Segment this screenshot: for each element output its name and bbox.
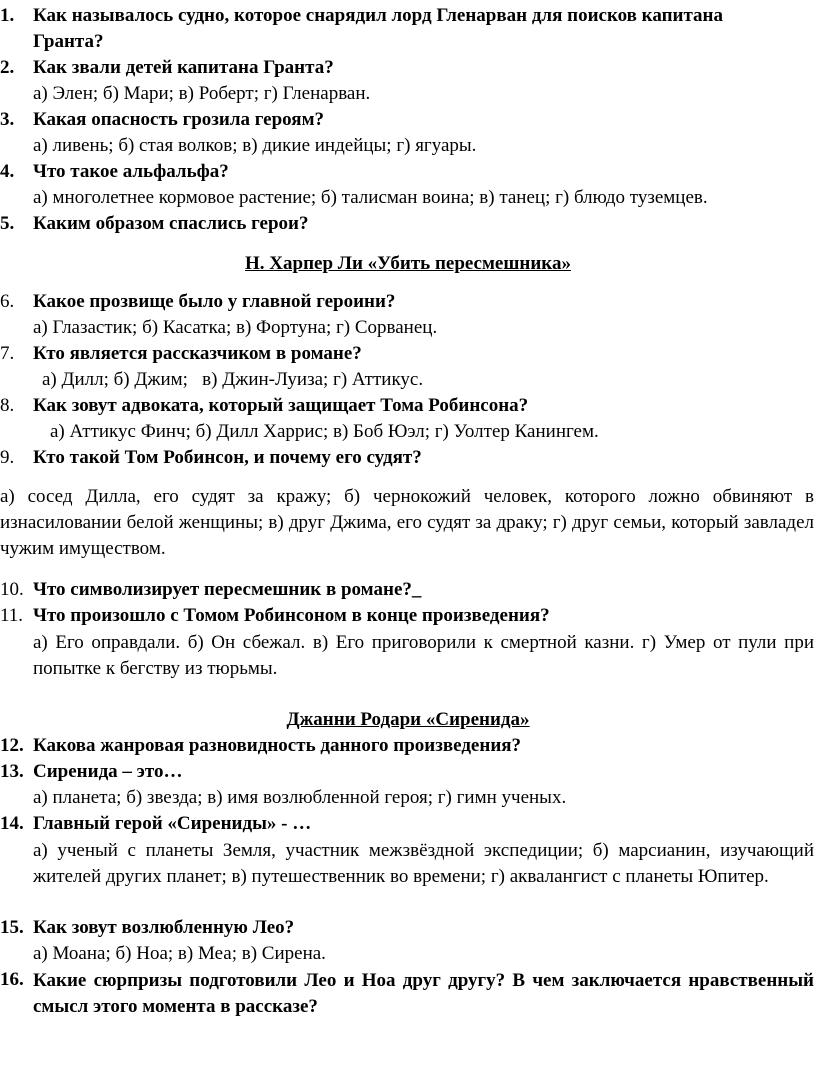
answer-options: а) Аттикус Финч; б) Дилл Харрис; в) Боб Юэл; г) Уолтер Канингем. <box>50 421 599 442</box>
question-number: 15. <box>0 917 24 938</box>
question-number: 10. <box>0 579 24 600</box>
section-heading: Н. Харпер Ли «Убить пересмешника» <box>245 253 571 274</box>
question-number: 5. <box>0 213 15 234</box>
question-text: Как называлось судно, которое снарядил лорд Гленарван для поисков капитана <box>33 5 724 26</box>
question-number: 7. <box>0 343 15 364</box>
question-number: 12. <box>0 735 24 756</box>
question-text: Что такое альфальфа? <box>33 161 229 182</box>
answer-options: а) Дилл; б) Джим; в) Джин-Луиза; г) Аттикус. <box>42 369 424 390</box>
answer-options: а) Элен; б) Мари; в) Роберт; г) Гленарван. <box>33 83 371 104</box>
question-text: Какая опасность грозила героям? <box>33 109 325 130</box>
answer-options: а) Моана; б) Ноа; в) Меа; в) Сирена. <box>33 943 326 964</box>
question-number: 3. <box>0 109 15 130</box>
question-text: Какое прозвище было у главной героини? <box>33 291 396 312</box>
question-text: Что символизирует пересмешник в романе?_ <box>33 579 422 600</box>
question-text: Как звали детей капитана Гранта? <box>33 57 334 78</box>
question-1-continuation: Гранта? <box>33 31 104 52</box>
answer-options-paragraph: а) сосед Дилла, его судят за кражу; б) чернокожий человек, которого ложно обвиняют в изнасиловании белой женщины; в) друг Джима, его судят за драку; г) друг семьи, который завладел чужим имуществом. <box>0 486 814 559</box>
question-text: Какие сюрпризы подготовили Лео и Ноа друг другу? В чем заключается нравственный смысл этого момента в рассказе? <box>33 970 814 1017</box>
question-text: Какова жанровая разновидность данного произведения? <box>33 735 522 756</box>
answer-options: а) ливень; б) стая волков; в) дикие индейцы; г) ягуары. <box>33 135 477 156</box>
answer-options: а) многолетнее кормовое растение; б) талисман воина; в) танец; г) блюдо туземцев. <box>33 187 708 208</box>
question-text: Главный герой «Сирениды» - … <box>33 813 312 834</box>
answer-options: а) планета; б) звезда; в) имя возлюбленной героя; г) гимн ученых. <box>33 787 567 808</box>
question-text: Как зовут адвоката, который защищает Тома Робинсона? <box>33 395 529 416</box>
question-number: 14. <box>0 813 24 834</box>
question-number: 4. <box>0 161 15 182</box>
question-text: Кто является рассказчиком в романе? <box>33 343 362 364</box>
question-text: Что произошло с Томом Робинсоном в конце произведения? <box>33 605 550 626</box>
question-number: 6. <box>0 291 15 312</box>
question-number: 11. <box>0 605 24 626</box>
question-text: Кто такой Том Робинсон, и почему его судят? <box>33 447 422 468</box>
answer-options: а) Глазастик; б) Касатка; в) Фортуна; г) Сорванец. <box>33 317 438 338</box>
answer-options-paragraph: а) ученый с планеты Земля, участник межзвёздной экспедиции; б) марсианин, изучающий жителей других планет; в) путешественник во времени; г) аквалангист с планеты Юпитер. <box>33 840 814 887</box>
section-heading: Джанни Родари «Сиренида» <box>286 709 530 730</box>
question-number: 13. <box>0 761 24 782</box>
question-number: 8. <box>0 395 15 416</box>
question-number: 9. <box>0 447 15 468</box>
question-text: Сиренида – это… <box>33 761 183 782</box>
question-text: Каким образом спаслись герои? <box>33 213 309 234</box>
question-number: 1. <box>0 5 15 26</box>
question-number: 2. <box>0 57 15 78</box>
question-number: 16. <box>0 969 24 990</box>
question-text: Как зовут возлюбленную Лео? <box>33 917 295 938</box>
answer-options-paragraph: а) Его оправдали. б) Он сбежал. в) Его приговорили к смертной казни. г) Умер от пули при попытке к бегству из тюрьмы. <box>33 632 814 679</box>
